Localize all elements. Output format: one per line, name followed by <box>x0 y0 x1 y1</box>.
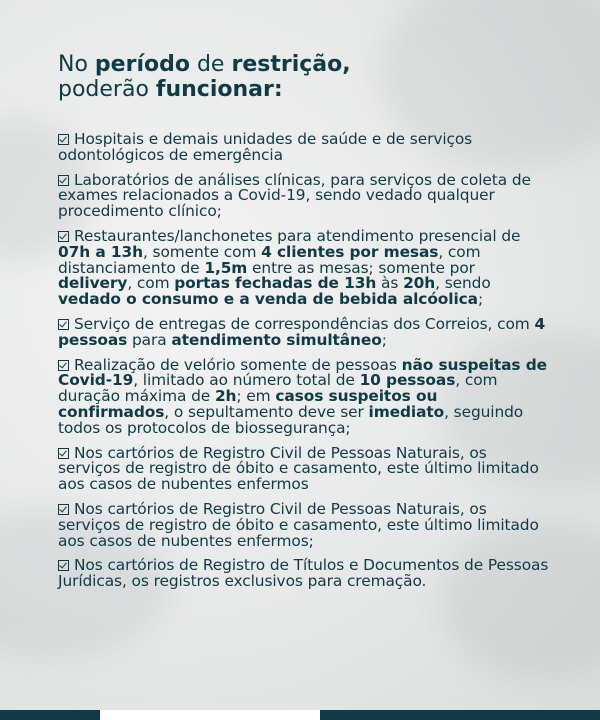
item-text: , com duração máxima de <box>58 371 498 406</box>
checkbox-checked-icon <box>58 504 69 515</box>
restriction-notice <box>58 52 550 599</box>
checkbox-checked-icon <box>58 175 69 186</box>
list-item-hospitals <box>58 132 550 164</box>
item-text: Nos cartórios de Registro Civil de Pessoas Naturais, os serviços de registro de óbito e casamento, este último limitado aos casos de nubentes enfermos <box>58 443 539 494</box>
item-text: entre as mesas; somente por <box>247 258 475 277</box>
item-text: Realização de velório somente de pessoas <box>74 355 402 374</box>
item-emphasis: imediato <box>368 402 445 421</box>
item-emphasis: 2h <box>214 387 237 406</box>
title-text: poderão <box>58 77 156 102</box>
item-text: Restaurantes/lanchonetes para atendimento presencial de <box>74 226 521 245</box>
item-emphasis: delivery <box>58 274 128 293</box>
title-emphasis: funcionar: <box>155 77 283 102</box>
title-text: No <box>58 52 95 77</box>
item-text: Hospitais e demais unidades de saúde e de serviços odontológicos de emergência <box>58 130 473 164</box>
item-emphasis: 07h a 13h <box>58 242 143 261</box>
checkbox-checked-icon <box>58 134 69 145</box>
footer-bar-segment <box>0 710 100 720</box>
item-emphasis: 4 clientes por mesas <box>261 242 439 261</box>
item-text: ; <box>381 330 387 349</box>
title-text: de <box>189 52 232 77</box>
item-emphasis: 20h <box>403 274 436 293</box>
item-text: para <box>127 330 172 349</box>
item-text: às <box>376 274 404 293</box>
item-text: , com <box>127 274 175 293</box>
title-emphasis: período <box>94 52 190 77</box>
item-emphasis: 10 pessoas <box>359 371 456 390</box>
item-text: , o sepultamento deve ser <box>164 402 369 421</box>
page-title <box>58 52 550 102</box>
list-item-legal-entities-registry <box>58 558 550 590</box>
item-text: Serviço de entregas de correspondências dos Correios, com <box>74 314 535 333</box>
item-text: ; em <box>236 387 276 406</box>
list-item-civil-registry-repeat <box>58 499 550 550</box>
checkbox-checked-icon <box>58 319 69 330</box>
item-text: Nos cartórios de Registro de Títulos e Documentos de Pessoas Jurídicas, os registros exclusivos para cremação. <box>58 556 549 591</box>
item-text: , somente com <box>142 242 262 261</box>
item-text: Nos cartórios de Registro Civil de Pessoas Naturais, os serviços de registro de óbito e casamento, este último limitado aos casos de nubentes enfermos; <box>58 499 539 550</box>
item-emphasis: não suspeitas de Covid-19 <box>58 355 547 390</box>
list-item-funeral <box>58 355 550 437</box>
list-item-laboratories <box>58 170 550 221</box>
list-item-restaurants <box>58 226 550 309</box>
item-emphasis: portas fechadas de 13h <box>174 274 377 293</box>
checkbox-checked-icon <box>58 360 69 371</box>
title-emphasis: restrição, <box>231 52 351 77</box>
item-text: , sendo <box>435 274 491 293</box>
item-text: ; <box>477 290 484 309</box>
item-emphasis: vedado o consumo e a venda de bebida alcóolica <box>58 290 478 309</box>
footer-bar-segment <box>320 710 600 720</box>
item-emphasis: 4 pessoas <box>58 314 546 349</box>
item-text: , limitado ao número total de <box>133 371 360 390</box>
item-text: , com distanciamento de <box>58 242 481 277</box>
checkbox-checked-icon <box>58 231 69 242</box>
item-text: , seguindo todos os protocolos de biossegurança; <box>58 402 524 437</box>
footer-color-bar <box>0 710 600 720</box>
footer-bar-segment <box>100 710 320 720</box>
list-item-civil-registry <box>58 443 550 494</box>
checkbox-checked-icon <box>58 560 69 571</box>
item-text: Laboratórios de análises clínicas, para serviços de coleta de exames relacionados a Covid-19, sendo vedado qualquer procedimento clínico; <box>58 170 531 221</box>
checkbox-checked-icon <box>58 448 69 459</box>
item-emphasis: 1,5m <box>204 258 248 277</box>
item-emphasis: casos suspeitos ou confirmados <box>58 387 438 421</box>
item-emphasis: atendimento simultâneo <box>171 330 382 349</box>
list-item-post-office <box>58 314 550 349</box>
